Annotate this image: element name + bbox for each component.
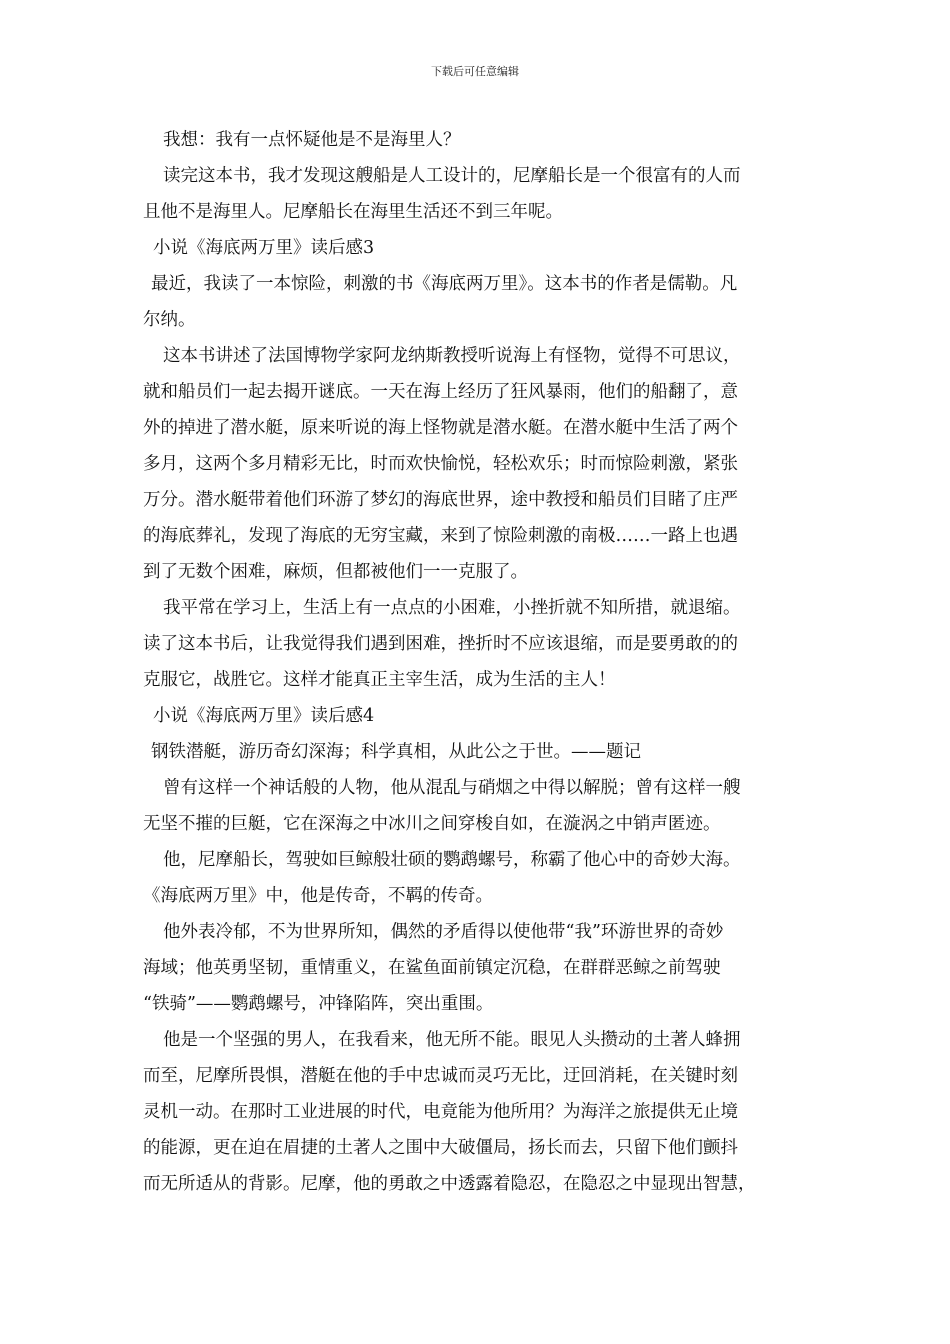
text-line: 曾有这样一个神话般的人物，他从混乱与硝烟之中得以解脱；曾有这样一艘 [163, 778, 741, 798]
text-line: 他，尼摩船长，驾驶如巨鲸般壮硕的鹦鹉螺号，称霸了他心中的奇妙大海。 [163, 850, 741, 870]
text-line: 我想：我有一点怀疑他是不是海里人？ [163, 130, 461, 150]
text-line: 克服它，战胜它。这样才能真正主宰生活，成为生活的主人！ [143, 670, 616, 690]
text-line: 灵机一动。在那时工业进展的时代，电竟能为他所用？为海洋之旅提供无止境 [143, 1102, 738, 1122]
text-line: “铁骑”——鹦鹉螺号，冲锋陷阵，突出重围。 [143, 994, 494, 1014]
text-line: 我平常在学习上，生活上有一点点的小困难，小挫折就不知所措，就退缩。 [163, 598, 741, 618]
text-line: 《海底两万里》中，他是传奇，不羁的传奇。 [143, 886, 493, 906]
section-heading: 小说《海底两万里》读后感3 [153, 238, 375, 258]
text-line: 的能源，更在迫在眉捷的土著人之围中大破僵局，扬长而去，只留下他们颤抖 [143, 1138, 738, 1158]
document-body [143, 122, 823, 1202]
text-line: 他外表冷郁，不为世界所知，偶然的矛盾得以使他带“我”环游世界的奇妙 [163, 922, 724, 942]
text-line: 万分。潜水艇带着他们环游了梦幻的海底世界，途中教授和船员们目睹了庄严 [143, 490, 738, 510]
text-line: 的海底葬礼，发现了海底的无穷宝藏，来到了惊险刺激的南极……一路上也遇 [143, 526, 738, 546]
text-line: 而无所适从的背影。尼摩，他的勇敢之中透露着隐忍，在隐忍之中显现出智慧， [143, 1174, 756, 1194]
text-line: 尔纳。 [143, 310, 196, 330]
text-line: 读完这本书，我才发现这艘船是人工设计的，尼摩船长是一个很富有的人而 [163, 166, 741, 186]
section-heading: 小说《海底两万里》读后感4 [153, 706, 375, 726]
text-line: 海域；他英勇坚韧，重情重义，在鲨鱼面前镇定沉稳，在群群恶鲸之前驾驶 [143, 958, 721, 978]
text-line: 这本书讲述了法国博物学家阿龙纳斯教授听说海上有怪物，觉得不可思议， [163, 346, 741, 366]
text-line: 就和船员们一起去揭开谜底。一天在海上经历了狂风暴雨，他们的船翻了，意 [143, 382, 738, 402]
text-line: 钢铁潜艇，游历奇幻深海；科学真相，从此公之于世。——题记 [151, 742, 641, 762]
text-line: 且他不是海里人。尼摩船长在海里生活还不到三年呢。 [143, 202, 563, 222]
text-line: 而至，尼摩所畏惧，潜艇在他的手中忠诚而灵巧无比，迂回消耗，在关键时刻 [143, 1066, 738, 1086]
text-line: 无坚不摧的巨艇，它在深海之中冰川之间穿梭自如，在漩涡之中销声匿迹。 [143, 814, 721, 834]
text-line: 最近，我读了一本惊险，刺激的书《海底两万里》。这本书的作者是儒勒。凡 [151, 274, 738, 294]
text-line: 读了这本书后，让我觉得我们遇到困难，挫折时不应该退缩，而是要勇敢的的 [143, 634, 738, 654]
text-line: 到了无数个困难，麻烦，但都被他们一一克服了。 [143, 562, 528, 582]
text-line: 多月，这两个多月精彩无比，时而欢快愉悦，轻松欢乐；时而惊险刺激，紧张 [143, 454, 738, 474]
page-header-note: 下载后可任意编辑 [431, 65, 519, 78]
text-line: 外的掉进了潜水艇，原来听说的海上怪物就是潜水艇。在潜水艇中生活了两个 [143, 418, 738, 438]
text-line: 他是一个坚强的男人，在我看来，他无所不能。眼见人头攒动的土著人蜂拥 [163, 1030, 741, 1050]
